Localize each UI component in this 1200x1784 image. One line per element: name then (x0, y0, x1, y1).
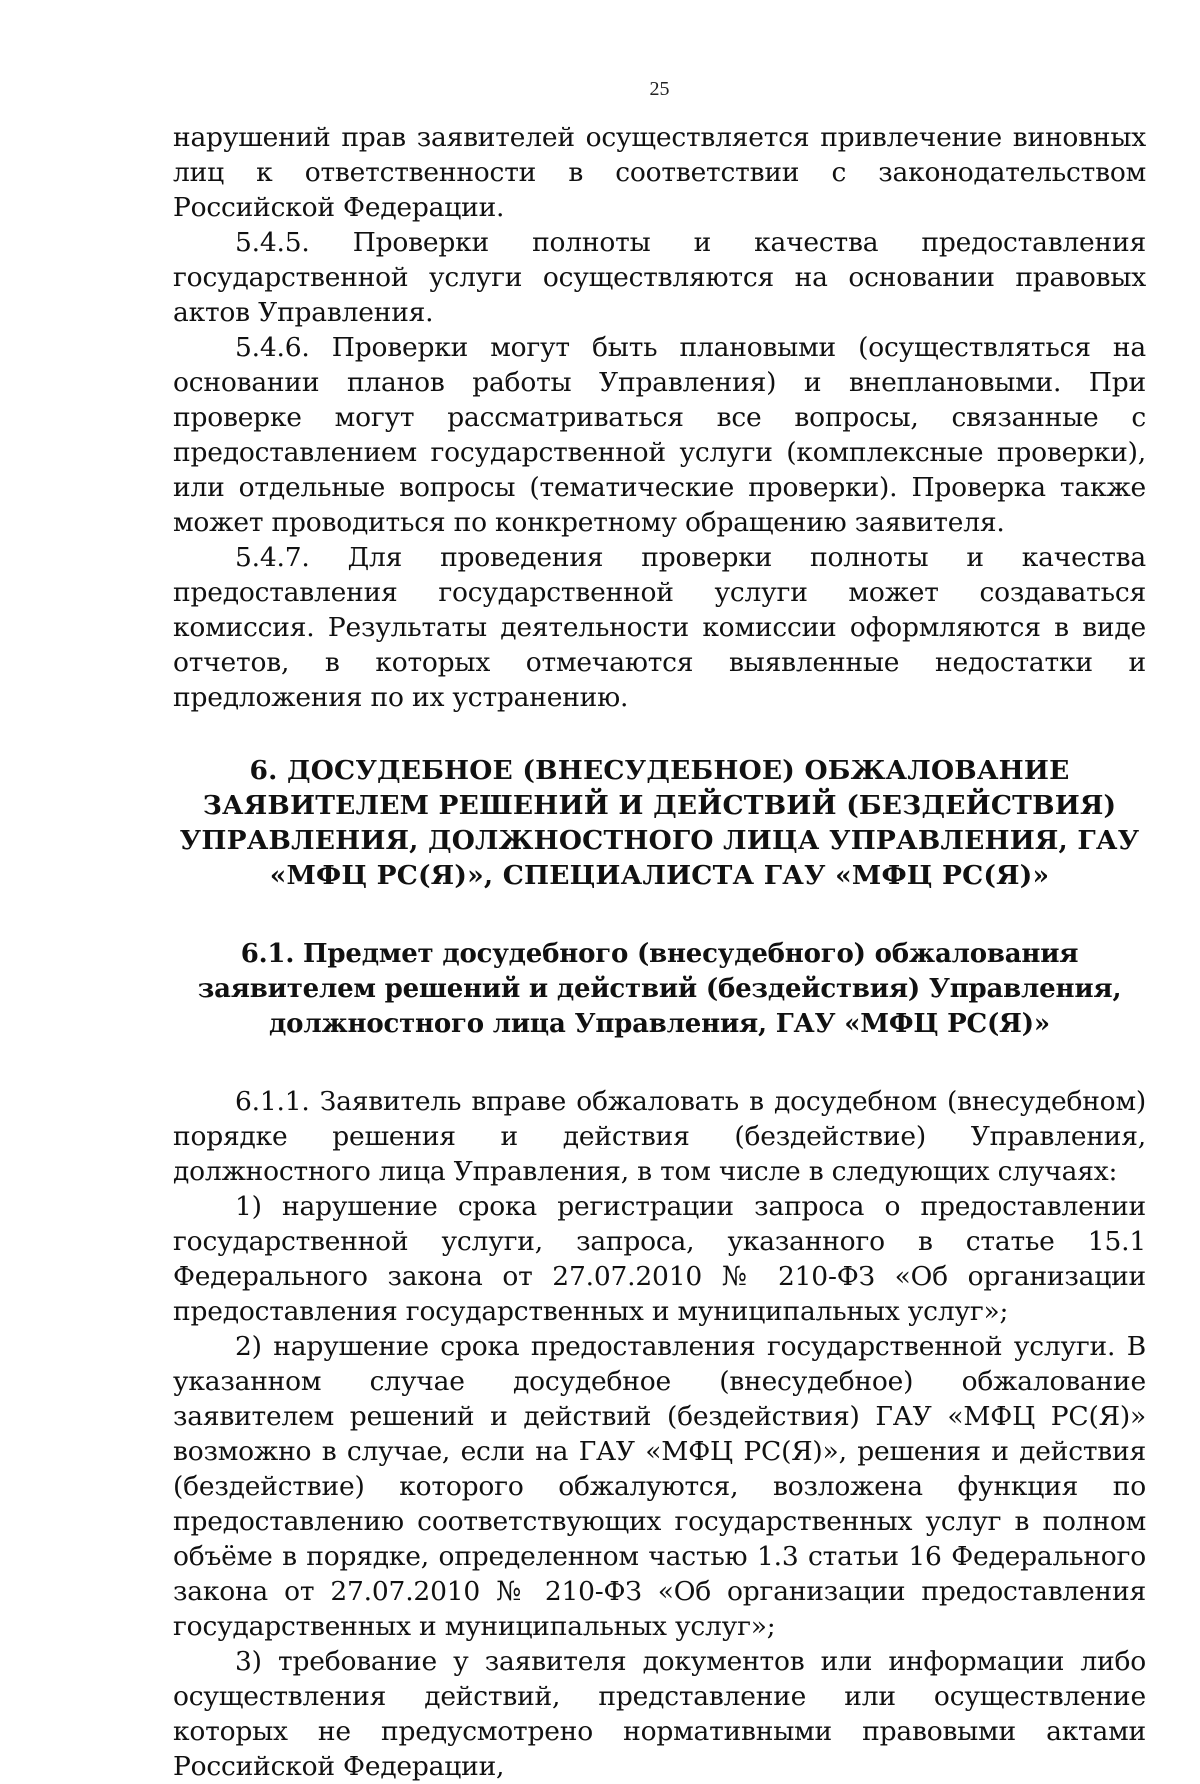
paragraph-5-4-7: 5.4.7. Для проведения проверки полноты и качества предоставления государственной услуги может создаваться комиссия. Результаты деятельности комиссии оформляются в виде отчетов, в которых отмечаются выявленные недостатки и предложения по их устранению. (173, 542, 1146, 713)
paragraph-continuation: нарушений прав заявителей осуществляется привлечение виновных лиц к ответственности в соответствии с законодательством Российской Федерации. (173, 122, 1146, 223)
list-item-2: 2) нарушение срока предоставления государственной услуги. В указанном случае досудебное (внесудебное) обжалование заявителем решений и действий (бездействия) ГАУ «МФЦ РС(Я)» возможно в случае, если на ГАУ «МФЦ РС(Я)», решения и действия (бездействие) которого обжалуются, возложена функция по предоставлению соответствующих государственных услуг в полном объёме в порядке, определенном частью 1.3 статьи 16 Федерального закона от 27.07.2010 № 210-ФЗ «Об организации предоставления государственных и муниципальных услуг»; (173, 1331, 1146, 1642)
document-body (173, 120, 1146, 1784)
section-heading-6: 6. ДОСУДЕБНОЕ (ВНЕСУДЕБНОЕ) ОБЖАЛОВАНИЕ ЗАЯВИТЕЛЕМ РЕШЕНИЙ И ДЕЙСТВИЙ (БЕЗДЕЙСТВИЯ) УПРАВЛЕНИЯ, ДОЛЖНОСТНОГО ЛИЦА УПРАВЛЕНИЯ, ГАУ «МФЦ РС(Я)», СПЕЦИАЛИСТА ГАУ «МФЦ РС(Я)» (179, 755, 1140, 891)
page-number: 25 (649, 78, 670, 100)
paragraph-6-1-1: 6.1.1. Заявитель вправе обжаловать в досудебном (внесудебном) порядке решения и действия (бездействие) Управления, должностного лица Управления, в том числе в следующих случаях: (173, 1086, 1146, 1187)
paragraph-5-4-6: 5.4.6. Проверки могут быть плановыми (осуществляться на основании планов работы Управления) и внеплановыми. При проверке могут рассматриваться все вопросы, связанные с предоставлением государственной услуги (комплексные проверки), или отдельные вопросы (тематические проверки). Проверка также может проводиться по конкретному обращению заявителя. (173, 332, 1146, 538)
list-item-3: 3) требование у заявителя документов или информации либо осуществления действий, представление или осуществление которых не предусмотрено нормативными правовыми актами Российской Федерации, (173, 1646, 1146, 1782)
list-item-1: 1) нарушение срока регистрации запроса о предоставлении государственной услуги, запроса, указанного в статье 15.1 Федерального закона от 27.07.2010 № 210-ФЗ «Об организации предоставления государственных и муниципальных услуг»; (173, 1191, 1146, 1327)
paragraph-5-4-5: 5.4.5. Проверки полноты и качества предоставления государственной услуги осуществляются на основании правовых актов Управления. (173, 227, 1146, 328)
subsection-heading-6-1: 6.1. Предмет досудебного (внесудебного) обжалования заявителем решений и действий (бездействия) Управления, должностного лица Управления, ГАУ «МФЦ РС(Я)» (197, 939, 1122, 1039)
